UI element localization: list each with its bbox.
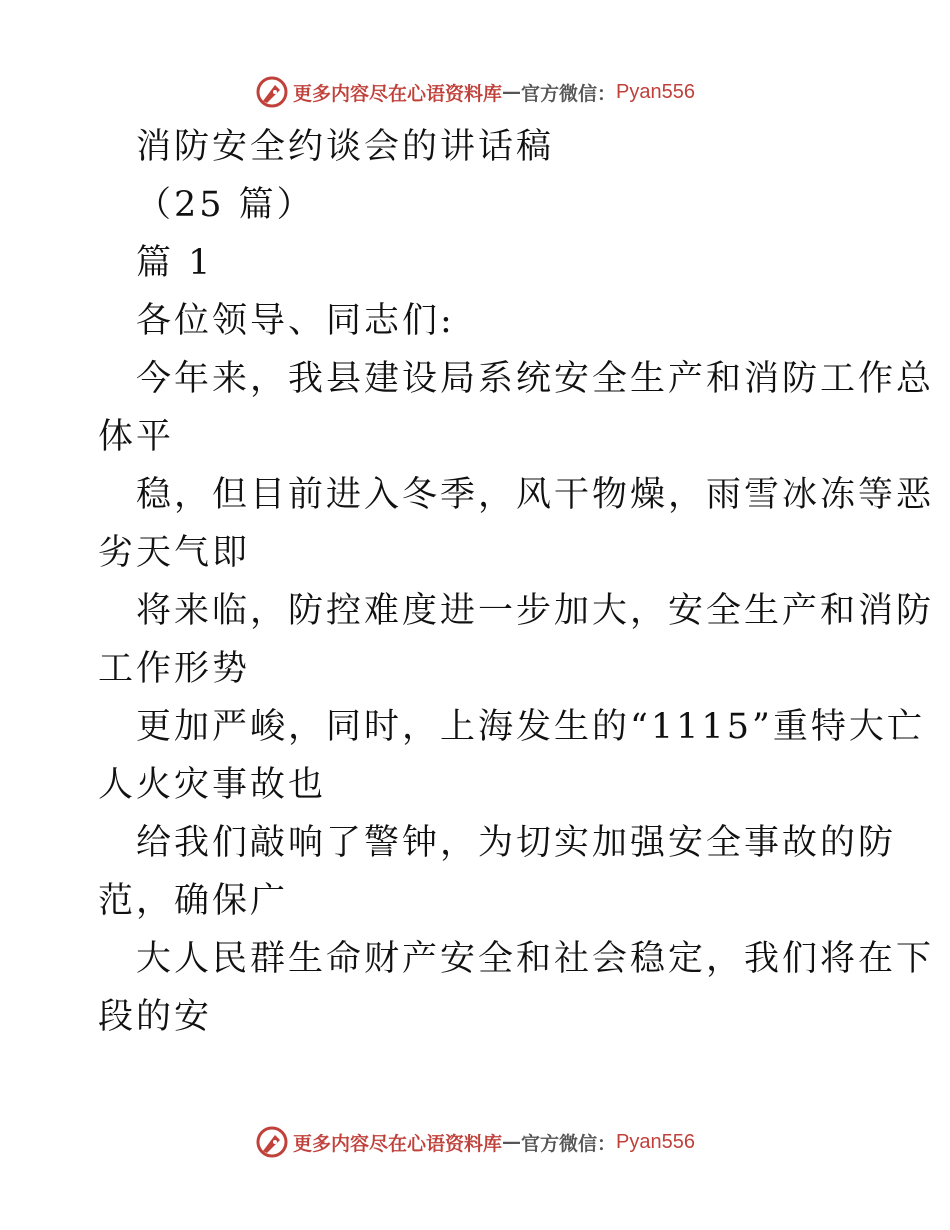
watermark-wechat-label: 官方微信：	[521, 1132, 617, 1155]
document-title: 消防安全约谈会的讲话稿	[136, 127, 555, 167]
document-body	[98, 118, 935, 1046]
paragraph-line: 段的安	[98, 997, 213, 1037]
salutation: 各位领导、同志们:	[136, 301, 455, 341]
watermark-slogan: 更多内容尽在心语资料库	[293, 1132, 503, 1155]
document-subtitle: （25 篇）	[136, 185, 315, 225]
paragraph-line: 今年来，我县建设局系统安全生产和消防工作总	[136, 359, 935, 399]
header-watermark	[0, 72, 950, 112]
watermark-wechat-id: Pyan556	[616, 1130, 695, 1153]
paragraph-line: 工作形势	[98, 649, 251, 689]
paragraph-line: 范，确保广	[98, 881, 289, 921]
pen-nib-logo-icon	[255, 75, 289, 109]
paragraph-line: 稳，但目前进入冬季，风干物燥，雨雪冰冻等恶	[136, 475, 935, 515]
section-heading: 篇 1	[136, 243, 214, 283]
paragraph-line: 将来临，防控难度进一步加大，安全生产和消防	[136, 591, 935, 631]
watermark-wechat-label: 官方微信：	[521, 82, 617, 105]
paragraph-line: 给我们敲响了警钟，为切实加强安全事故的防	[136, 823, 897, 863]
watermark-dash: —	[502, 1131, 522, 1153]
paragraph-line: 更加严峻，同时，上海发生的“1115”重特大亡	[136, 707, 925, 747]
paragraph-line: 体平	[98, 417, 175, 457]
paragraph-line: 劣天气即	[98, 533, 251, 573]
pen-nib-logo-icon	[255, 1125, 289, 1159]
footer-watermark	[0, 1122, 950, 1162]
paragraph-line: 人火灾事故也	[98, 765, 327, 805]
watermark-slogan: 更多内容尽在心语资料库	[293, 82, 503, 105]
watermark-wechat-id: Pyan556	[616, 80, 695, 103]
watermark-dash: —	[502, 81, 522, 103]
paragraph-line: 大人民群生命财产安全和社会稳定，我们将在下	[136, 939, 935, 979]
